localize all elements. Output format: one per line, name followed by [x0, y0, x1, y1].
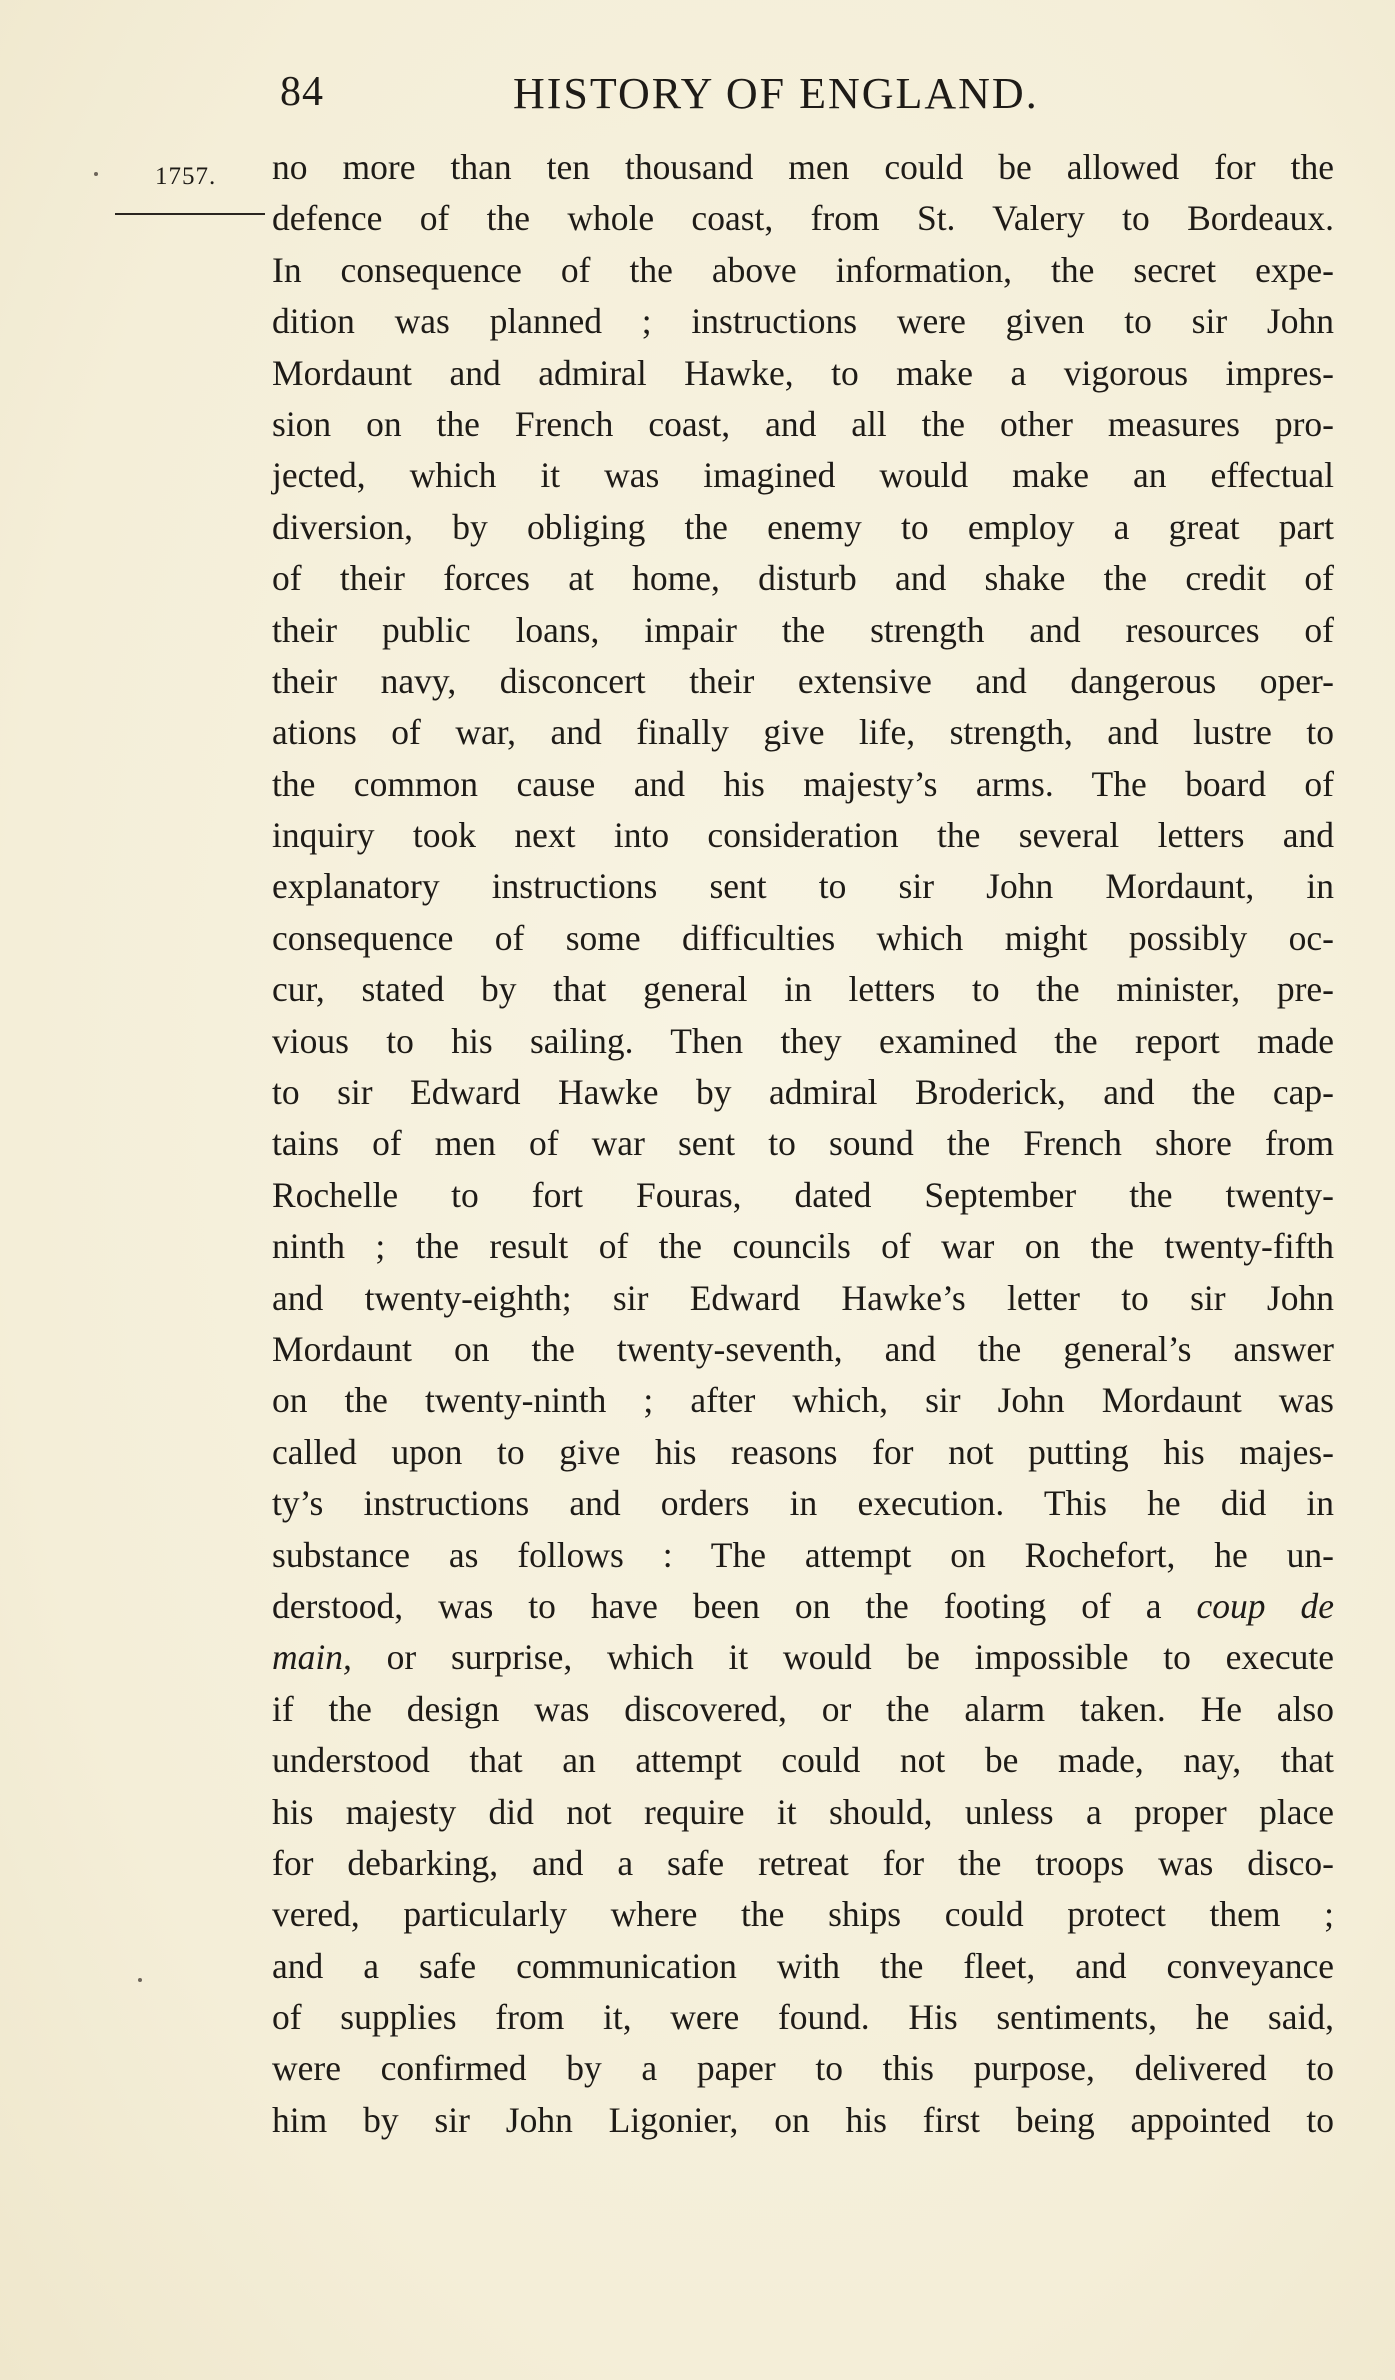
text-line: sion on the French coast, and all the other measures pro- — [272, 403, 1334, 444]
text-line: the common cause and his majesty’s arms. The board of — [272, 763, 1334, 804]
text-line: dition was planned ; instructions were given to sir John — [272, 301, 1334, 342]
text-line: inquiry took next into consideration the several letters and — [272, 815, 1334, 856]
text-line: and twenty-eighth; sir Edward Hawke’s letter to sir John — [272, 1277, 1334, 1318]
text-line: Mordaunt on the twenty-seventh, and the general’s answer — [272, 1328, 1334, 1369]
text-line: vious to his sailing. Then they examined the report made — [272, 1020, 1334, 1061]
text-line-with-italic — [272, 1581, 1334, 1632]
text-line: tains of men of war sent to sound the French shore from — [272, 1123, 1334, 1164]
body-text — [272, 142, 1334, 2146]
text-line: if the design was discovered, or the alarm taken. He also — [272, 1688, 1334, 1729]
page-number: 84 — [280, 69, 324, 115]
text-line-with-italic — [272, 1632, 1334, 1683]
text-line: called upon to give his reasons for not putting his majes- — [272, 1431, 1334, 1472]
text-line: vered, particularly where the ships could protect them ; — [272, 1894, 1334, 1935]
text-line: explanatory instructions sent to sir John Mordaunt, in — [272, 866, 1334, 907]
text-line: substance as follows : The attempt on Rochefort, he un- — [272, 1534, 1334, 1575]
text-line: on the twenty-ninth ; after which, sir John Mordaunt was — [272, 1380, 1334, 1421]
text-line: his majesty did not require it should, unless a proper place — [272, 1791, 1334, 1832]
text-line: their navy, disconcert their extensive and dangerous oper- — [272, 660, 1334, 701]
text-line: Rochelle to fort Fouras, dated September the twenty- — [272, 1174, 1334, 1215]
margin-rule — [115, 213, 265, 215]
text-line: ty’s instructions and orders in execution. This he did in — [272, 1483, 1334, 1524]
text-line: Mordaunt and admiral Hawke, to make a vigorous impres- — [272, 352, 1334, 393]
text-line: no more than ten thousand men could be allowed for the — [272, 147, 1334, 187]
running-title: HISTORY OF ENGLAND. — [513, 69, 1039, 118]
text-line: In consequence of the above information, the secret expe- — [272, 249, 1334, 290]
text-line: cur, stated by that general in letters to the minister, pre- — [272, 969, 1334, 1010]
text-line: ninth ; the result of the councils of war on the twenty-fifth — [272, 1226, 1334, 1267]
italic-phrase: main, — [272, 1637, 352, 1678]
text-line: him by sir John Ligonier, on his first being appointed to — [272, 2099, 1334, 2140]
margin-speck — [94, 172, 98, 176]
margin-year-note: 1757. — [155, 163, 217, 190]
text-line: understood that an attempt could not be made, nay, that — [272, 1740, 1334, 1781]
text-line: were confirmed by a paper to this purpose, delivered to — [272, 2048, 1334, 2089]
text-span: or surprise, which it would be impossible to execute — [386, 1637, 1335, 1678]
text-line: of supplies from it, were found. His sentiments, he said, — [272, 1997, 1334, 2038]
text-line: of their forces at home, disturb and shake the credit of — [272, 558, 1334, 599]
text-line: defence of the whole coast, from St. Valery to Bordeaux. — [272, 198, 1334, 239]
text-line: diversion, by obliging the enemy to employ a great part — [272, 506, 1334, 547]
text-line: consequence of some difficulties which might possibly oc- — [272, 917, 1334, 958]
margin-speck — [138, 1978, 142, 1982]
text-line: to sir Edward Hawke by admiral Broderick, and the cap- — [272, 1072, 1334, 1113]
text-line: for debarking, and a safe retreat for the troops was disco- — [272, 1842, 1334, 1883]
text-span: derstood, was to have been on the footing of a — [272, 1585, 1162, 1626]
running-head — [270, 68, 1330, 128]
text-line: jected, which it was imagined would make an effectual — [272, 455, 1334, 496]
text-line: ations of war, and finally give life, strength, and lustre to — [272, 712, 1334, 753]
text-line: and a safe communication with the fleet, and conveyance — [272, 1945, 1334, 1986]
text-line: their public loans, impair the strength and resources of — [272, 609, 1334, 650]
italic-phrase: coup de — [1196, 1585, 1335, 1626]
